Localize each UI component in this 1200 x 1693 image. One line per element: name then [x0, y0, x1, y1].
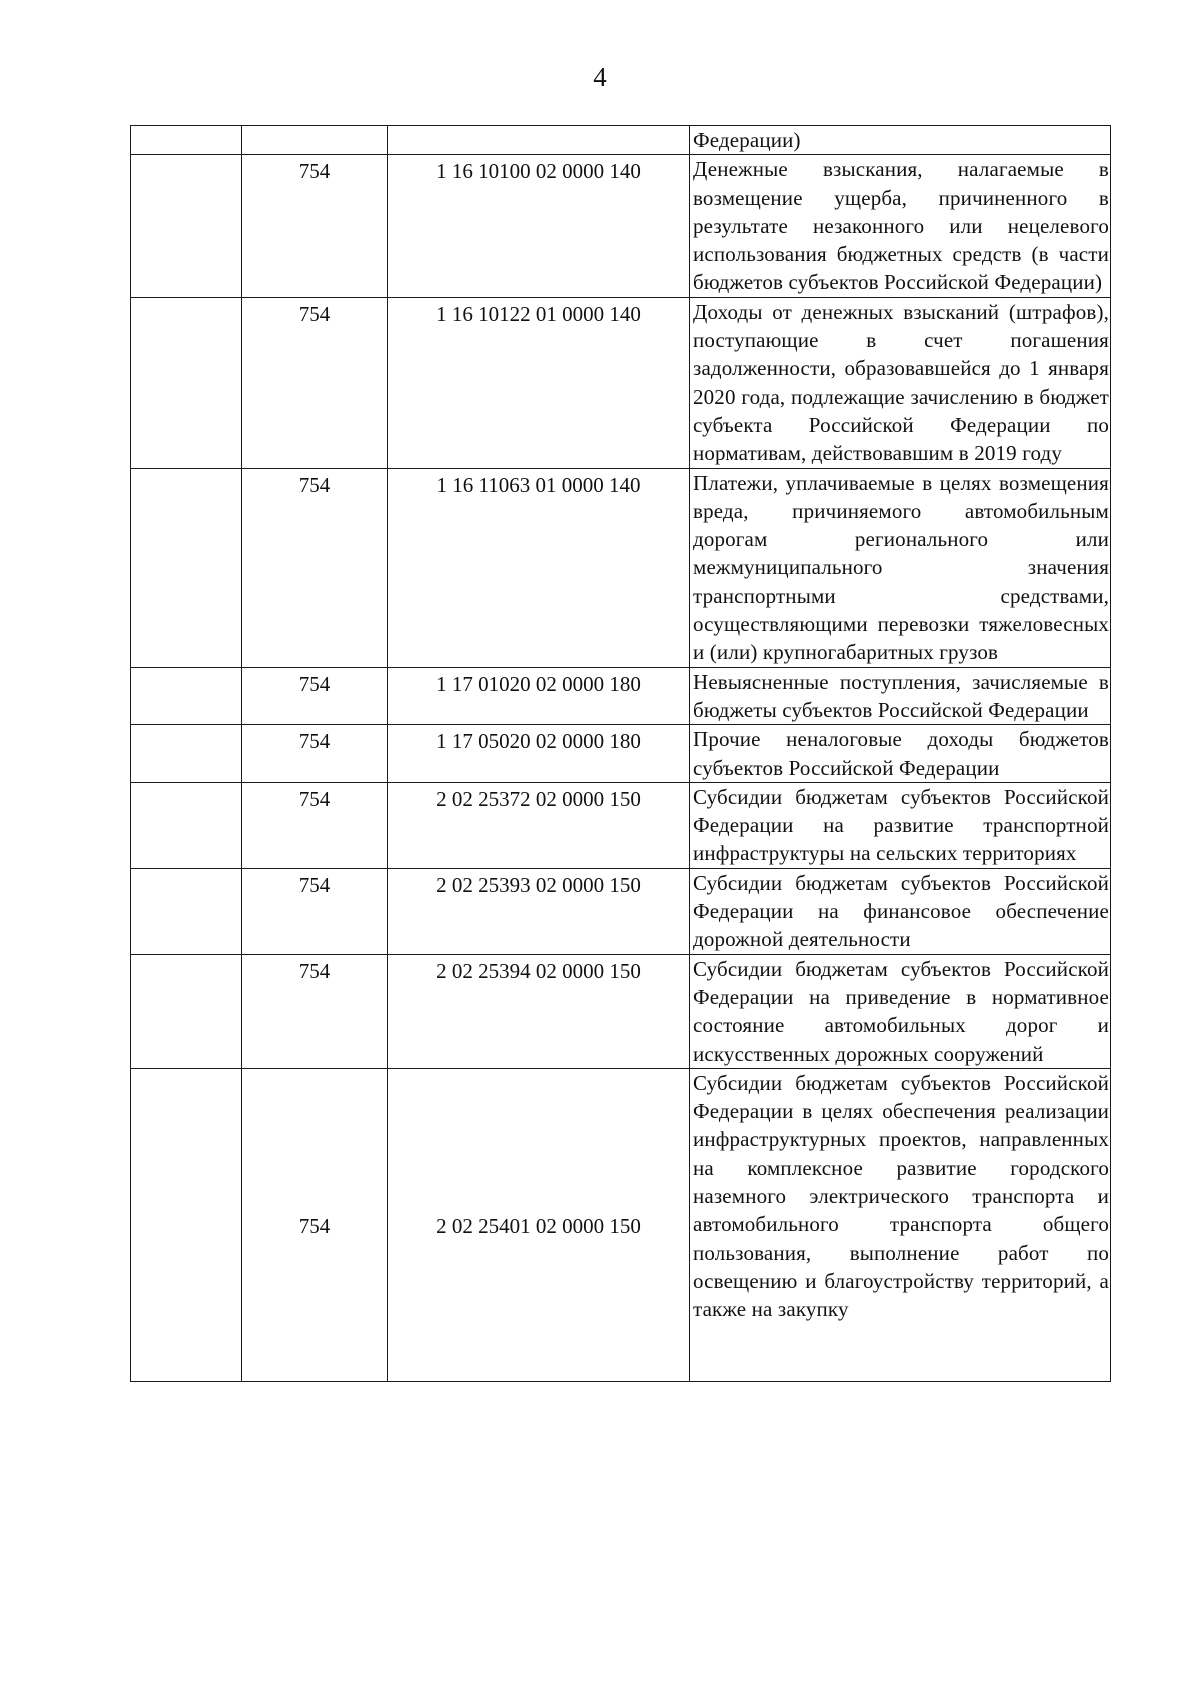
admin-code-cell: 754 — [242, 297, 388, 468]
empty-cell — [131, 667, 242, 725]
budget-code-cell: 2 02 25401 02 0000 150 — [388, 1068, 690, 1381]
budget-code-cell: 2 02 25394 02 0000 150 — [388, 954, 690, 1068]
admin-code-cell: 754 — [242, 155, 388, 297]
admin-code-cell: 754 — [242, 725, 388, 783]
description-cell: Федерации) — [690, 126, 1111, 155]
page-number: 4 — [593, 62, 607, 92]
admin-code-cell: 754 — [242, 1068, 388, 1381]
budget-code-cell: 1 16 11063 01 0000 140 — [388, 468, 690, 667]
description-cell: Субсидии бюджетам субъектов Российской Федерации на финансовое обеспечение дорожной деятельности — [690, 868, 1111, 954]
admin-code-cell: 754 — [242, 468, 388, 667]
description-cell: Платежи, уплачиваемые в целях возмещения вреда, причиняемого автомобильным дорогам регионального или межмуниципального значения транспортными средствами, осуществляющими перевозки тяжеловесных и (или) крупногабаритных грузов — [690, 468, 1111, 667]
table-row — [131, 667, 1111, 725]
description-cell: Невыясненные поступления, зачисляемые в бюджеты субъектов Российской Федерации — [690, 667, 1111, 725]
empty-cell — [131, 725, 242, 783]
budget-code-cell: 1 17 05020 02 0000 180 — [388, 725, 690, 783]
empty-cell — [131, 782, 242, 868]
table-row — [131, 782, 1111, 868]
admin-code-cell — [242, 126, 388, 155]
budget-code-cell: 2 02 25393 02 0000 150 — [388, 868, 690, 954]
admin-code-cell: 754 — [242, 954, 388, 1068]
description-cell: Субсидии бюджетам субъектов Российской Федерации на развитие транспортной инфраструктуры на сельских территориях — [690, 782, 1111, 868]
description-cell: Денежные взыскания, налагаемые в возмещение ущерба, причиненного в результате незаконного или нецелевого использования бюджетных средств (в части бюджетов субъектов Российской Федерации) — [690, 155, 1111, 297]
admin-code-cell: 754 — [242, 667, 388, 725]
empty-cell — [131, 468, 242, 667]
description-cell: Субсидии бюджетам субъектов Российской Федерации на приведение в нормативное состояние автомобильных дорог и искусственных дорожных сооружений — [690, 954, 1111, 1068]
empty-cell — [131, 126, 242, 155]
table-row — [131, 468, 1111, 667]
budget-code-cell — [388, 126, 690, 155]
description-cell: Субсидии бюджетам субъектов Российской Федерации в целях обеспечения реализации инфраструктурных проектов, направленных на комплексное развитие городского наземного электрического транспорта и автомобильного транспорта общего пользования, выполнение работ по освещению и благоустройству территорий, а также на закупку — [690, 1068, 1111, 1381]
budget-code-cell: 1 17 01020 02 0000 180 — [388, 667, 690, 725]
empty-cell — [131, 155, 242, 297]
empty-cell — [131, 954, 242, 1068]
table-row — [131, 1068, 1111, 1381]
empty-cell — [131, 297, 242, 468]
table-row — [131, 155, 1111, 297]
table-row — [131, 954, 1111, 1068]
description-cell: Прочие неналоговые доходы бюджетов субъектов Российской Федерации — [690, 725, 1111, 783]
admin-code-cell: 754 — [242, 782, 388, 868]
description-cell: Доходы от денежных взысканий (штрафов), поступающие в счет погашения задолженности, образовавшейся до 1 января 2020 года, подлежащие зачислению в бюджет субъекта Российской Федерации по нормативам, действовавшим в 2019 году — [690, 297, 1111, 468]
table-row — [131, 297, 1111, 468]
budget-code-cell: 1 16 10100 02 0000 140 — [388, 155, 690, 297]
table-row — [131, 725, 1111, 783]
budget-code-cell: 2 02 25372 02 0000 150 — [388, 782, 690, 868]
budget-code-cell: 1 16 10122 01 0000 140 — [388, 297, 690, 468]
empty-cell — [131, 868, 242, 954]
empty-cell — [131, 1068, 242, 1381]
admin-code-cell: 754 — [242, 868, 388, 954]
table-row — [131, 126, 1111, 155]
table-row — [131, 868, 1111, 954]
revenue-codes-table — [130, 125, 1111, 1382]
